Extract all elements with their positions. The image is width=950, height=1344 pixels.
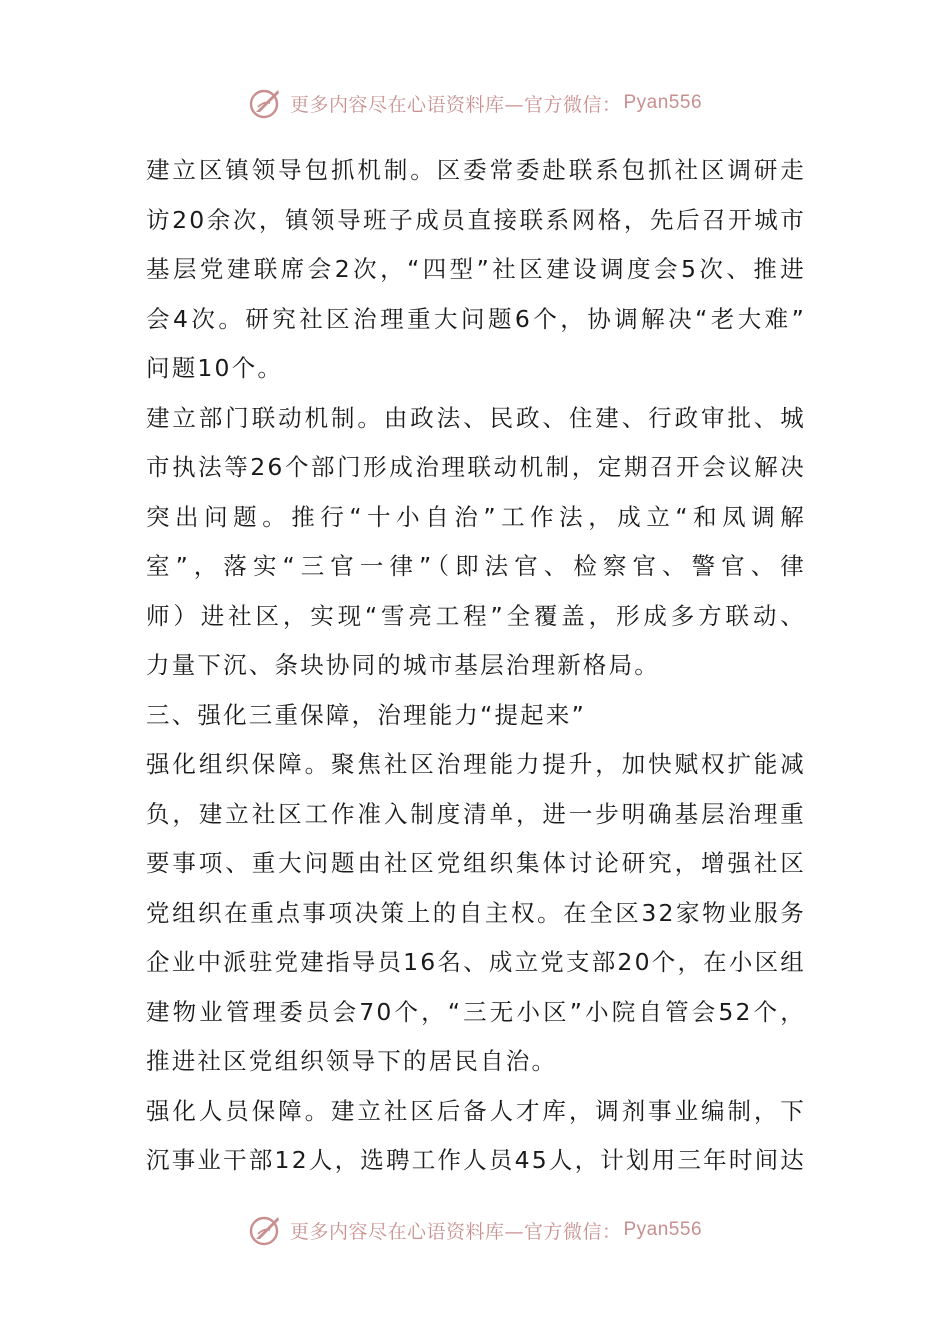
paragraph-2	[146, 394, 806, 691]
text-line: 强化人员保障。建立社区后备人才库，调剂事业编制，下	[146, 1096, 806, 1125]
heading-line: 三、强化三重保障，治理能力“提起来”	[146, 700, 586, 729]
text-line: 会4次。研究社区治理重大问题6个，协调解决“老大难”	[146, 304, 806, 333]
paragraph-1	[146, 146, 806, 394]
text-line: 问题10个。	[146, 354, 284, 382]
quill-logo-icon	[248, 85, 284, 121]
watermark-wechat-id: Pyan556	[623, 92, 703, 113]
text-line: 市执法等26个部门形成治理联动机制，定期召开会议解决	[146, 453, 806, 481]
paragraph-3	[146, 740, 806, 1087]
text-line: 力量下沉、条块协同的城市基层治理新格局。	[146, 651, 660, 679]
text-line: 党组织在重点事项决策上的自主权。在全区32家物业服务	[146, 898, 806, 927]
text-line: 建物业管理委员会70个，“三无小区”小院自管会52个，	[146, 997, 806, 1026]
section-heading	[146, 691, 806, 741]
document-body	[146, 146, 806, 1186]
text-line: 强化组织保障。聚焦社区治理能力提升，加快赋权扩能减	[146, 750, 806, 778]
header-watermark	[0, 83, 950, 123]
text-line: 师）进社区，实现“雪亮工程”全覆盖，形成多方联动、	[146, 601, 806, 630]
text-line: 推进社区党组织领导下的居民自治。	[146, 1047, 558, 1075]
quill-logo-icon	[248, 1212, 284, 1248]
text-line: 建立区镇领导包抓机制。区委常委赴联系包抓社区调研走	[146, 156, 806, 184]
text-line: 室”，落实“三官一律”（即法官、检察官、警官、律	[146, 552, 806, 580]
footer-watermark	[0, 1210, 950, 1250]
text-line: 企业中派驻党建指导员16名、成立党支部20个，在小区组	[146, 948, 806, 976]
text-line: 要事项、重大问题由社区党组织集体讨论研究，增强社区	[146, 849, 806, 877]
watermark-text: 更多内容尽在心语资料库—官方微信：	[289, 1220, 622, 1243]
text-line: 突出问题。推行“十小自治”工作法，成立“和凤调解	[146, 502, 806, 531]
text-line: 基层党建联席会2次，“四型”社区建设调度会5次、推进	[146, 255, 806, 283]
text-line: 访20余次，镇领导班子成员直接联系网格，先后召开城市	[146, 205, 806, 234]
paragraph-4	[146, 1087, 806, 1186]
text-line: 沉事业干部12人，选聘工作人员45人，计划用三年时间达	[146, 1146, 806, 1174]
text-line: 建立部门联动机制。由政法、民政、住建、行政审批、城	[146, 403, 806, 432]
watermark-wechat-id: Pyan556	[623, 1219, 703, 1240]
text-line: 负，建立社区工作准入制度清单，进一步明确基层治理重	[146, 799, 806, 828]
watermark-text: 更多内容尽在心语资料库—官方微信：	[289, 93, 622, 116]
